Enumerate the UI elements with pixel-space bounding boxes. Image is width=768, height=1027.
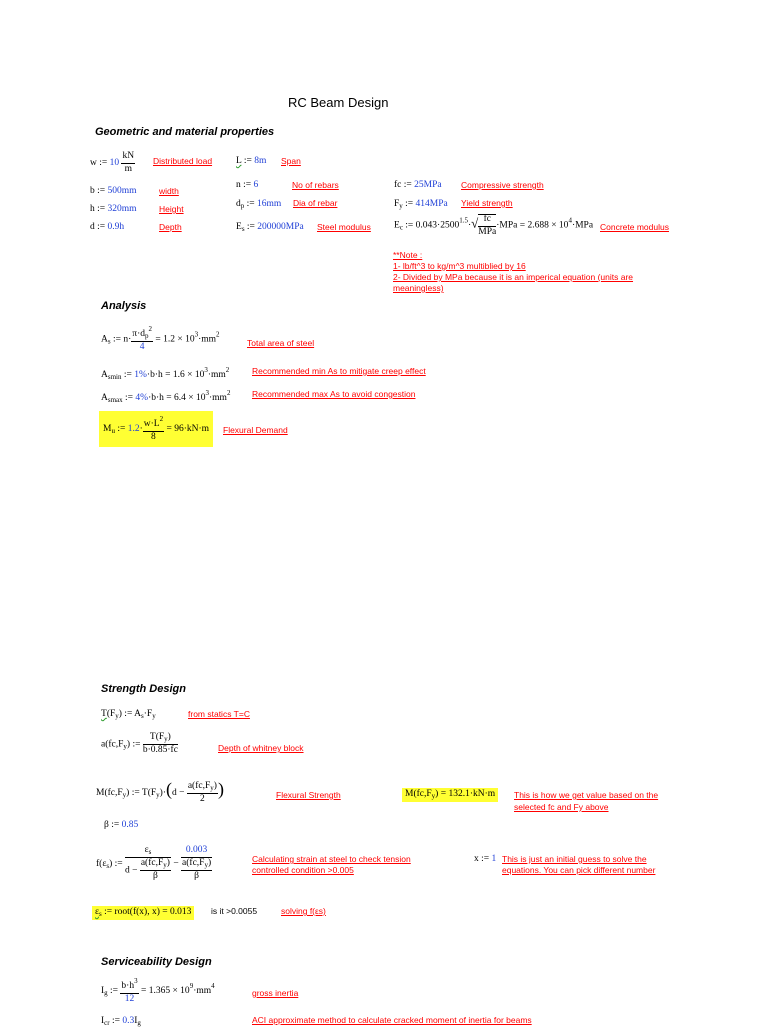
eq-concrete-modulus: $E_c$ := $0.043\cdot 2500^{1.5}\cdot√$ $\frac{fc}{\text{MPa}}$ $\cdot MPa = 2.688 \times 10^4\cdot MPa$ bbox=[394, 214, 594, 237]
ig-exp: 9 bbox=[189, 982, 194, 991]
eq-cracked-inertia: $I_{cr}$ := $0.3I_g$ bbox=[101, 1016, 141, 1027]
eq-fy: $F_y$ := 414MPa bbox=[394, 199, 448, 210]
note-from-statics: from statics T=C bbox=[188, 709, 250, 719]
note-gross-inertia: gross inertia bbox=[252, 988, 299, 998]
note-depth: Depth bbox=[159, 222, 182, 232]
eq-distributed-load: w := 10 $\frac{kN}{m}$ bbox=[90, 151, 135, 174]
note-line-1: 1- lb/ft^3 to kg/m^3 multiblied by 16 bbox=[393, 261, 526, 271]
note-width: width bbox=[159, 186, 179, 196]
x-value: 1 bbox=[491, 854, 497, 864]
eq-no-of-rebars: n := 6 bbox=[236, 180, 259, 190]
note-value-1: This is how we get value based on the bbox=[514, 790, 659, 800]
ec-exp10: 4 bbox=[568, 216, 572, 225]
eq-as-min: $A_{smin}$ := $1\%\cdot b\cdot h = 1.6 \times 10^3\cdot mm^2$ bbox=[101, 366, 230, 381]
beta-value: 0.85 bbox=[121, 820, 139, 830]
section-analysis: Analysis bbox=[101, 300, 147, 312]
as-result: 1.2 bbox=[163, 334, 175, 345]
mu-result: 96 bbox=[174, 424, 184, 435]
note-aci: ACI approximate method to calculate cracked moment of inertia for beams bbox=[252, 1015, 532, 1025]
note-whitney: Depth of whitney block bbox=[218, 743, 304, 753]
n-value: 6 bbox=[253, 180, 259, 190]
note-strain-2: controlled condition >0.005 bbox=[252, 865, 354, 875]
note-strain-1: Calculating strain at steel to check tension bbox=[252, 854, 411, 864]
note-height: Height bbox=[159, 204, 184, 214]
eq-span: L := 8m bbox=[236, 156, 267, 166]
eq-beta: β := 0.85 bbox=[104, 820, 139, 830]
note-compressive-strength: Compressive strength bbox=[461, 180, 544, 190]
asmax-result: 6.4 bbox=[174, 393, 186, 403]
eq-as-max: $A_{smax}$ := $4\%\cdot b\cdot h = 6.4 \times 10^3\cdot mm^2$ bbox=[101, 389, 231, 404]
asmax-pct: 4% bbox=[135, 393, 149, 403]
note-solving: solving f(εs) bbox=[281, 906, 326, 916]
eps-result: 0.013 bbox=[169, 907, 192, 917]
note-line-2a: 2- Divided by MPa because it is an imperical equation (units are bbox=[393, 272, 634, 282]
ec-coef: 0.043·2500 bbox=[415, 220, 460, 231]
note-line-2b: meaningless) bbox=[393, 283, 444, 293]
eq-tension: $T(F_y)$ := $A_s\cdot F_y$ bbox=[101, 709, 156, 720]
section-geometric: Geometric and material properties bbox=[95, 126, 275, 138]
section-serviceability: Serviceability Design bbox=[101, 956, 212, 968]
w-unit-num: kN bbox=[121, 152, 135, 164]
eq-flexural-strength: $M(fc,F_y)$ := $T(F_y)\cdot(d$ − $\frac{a(fc,F_y)}{2}$ ) bbox=[96, 779, 224, 804]
ec-exp: 1.5 bbox=[459, 216, 468, 225]
note-dia-of-rebar: Dia of rebar bbox=[293, 198, 338, 208]
note-flexural-strength: Flexural Strength bbox=[276, 790, 341, 800]
eq-flexural-demand: $M_u$ := 1.2· $\frac{w\cdot L^2}{8}$ = 96·kN·m bbox=[99, 411, 213, 447]
es-value: 200000MPa bbox=[257, 222, 304, 232]
icr-coef: 0.3 bbox=[122, 1016, 135, 1026]
eq-total-area-steel: $A_s$ := n· $\frac{\pi\cdot d_p^2}{4}$ = $1.2 \times 10^3\cdot mm^2$ bbox=[101, 325, 220, 352]
asmin-exp: 3 bbox=[204, 366, 208, 374]
note-no-of-rebars: No of rebars bbox=[292, 180, 339, 190]
asmin-pct: 1% bbox=[134, 370, 147, 380]
note-guess-2: equations. You can pick different number bbox=[502, 865, 656, 875]
eq-dia-of-rebar: $d_p$ := 16mm bbox=[236, 199, 282, 210]
eq-depth: d := 0.9h bbox=[90, 222, 125, 232]
asmax-exp: 3 bbox=[205, 389, 209, 397]
L-value: 8m bbox=[254, 156, 267, 166]
note-steel-modulus: Steel modulus bbox=[317, 222, 371, 232]
eq-steel-modulus: $E_s$ := 200000MPa bbox=[236, 222, 304, 233]
note-yield-strength: Yield strength bbox=[461, 198, 513, 208]
eq-flexural-strength-value: $M(fc,F_y) = 132.1\cdot kN\cdot m$ bbox=[402, 788, 498, 802]
h-value: 320mm bbox=[107, 204, 137, 214]
mu-coef: 1.2 bbox=[127, 424, 140, 435]
note-rec-min: Recommended min As to mitigate creep effect bbox=[252, 366, 426, 376]
f-const: 0.003 bbox=[181, 846, 212, 858]
fy-value: 414MPa bbox=[415, 199, 448, 209]
note-is-it: is it >0.0055 bbox=[211, 906, 258, 916]
w-unit-den: m bbox=[124, 163, 132, 174]
asmin-result: 1.6 bbox=[172, 370, 185, 380]
eq-initial-guess: x := 1 bbox=[474, 854, 497, 864]
note-span: Span bbox=[281, 156, 301, 166]
d-value: 0.9h bbox=[107, 222, 125, 232]
note-total-area: Total area of steel bbox=[247, 338, 315, 348]
page-title: RC Beam Design bbox=[288, 95, 389, 110]
note-rec-max: Recommended max As to avoid congestion bbox=[252, 389, 416, 399]
eq-fc: fc := 25MPa bbox=[394, 180, 442, 190]
note-head: **Note : bbox=[393, 250, 423, 260]
eq-height: h := 320mm bbox=[90, 204, 137, 214]
section-strength: Strength Design bbox=[101, 683, 186, 695]
eq-whitney-block: $a(fc,F_y)$ := $\frac{T(F_y)}{b\cdot 0.85\cdot fc}$ bbox=[101, 732, 178, 755]
eq-strain-function: $f(\varepsilon_s)$ := $\varepsilon_s$ d − $\frac{a(fc,F_y)}{\beta}$ − $\frac{0.003}{\frac{a(fc,F_y)}{\beta}}$ bbox=[96, 845, 212, 881]
m-result: 132.1 bbox=[448, 789, 470, 799]
note-value-2: selected fc and Fy above bbox=[514, 802, 609, 812]
b-value: 500mm bbox=[107, 186, 137, 196]
note-concrete-modulus: Concrete modulus bbox=[600, 222, 669, 232]
note-distributed-load: Distributed load bbox=[153, 156, 213, 166]
eq-strain-root: $\varepsilon_s$ := root(f(x), x) = 0.013 bbox=[92, 906, 194, 920]
as-exp: 3 bbox=[194, 330, 199, 339]
ig-result: 1.365 bbox=[148, 986, 171, 997]
ec-result: 2.688 bbox=[527, 220, 549, 231]
dp-value: 16mm bbox=[257, 199, 282, 209]
note-flexural-demand: Flexural Demand bbox=[223, 425, 288, 435]
fc-value: 25MPa bbox=[414, 180, 442, 190]
note-guess-1: This is just an initial guess to solve the bbox=[502, 854, 647, 864]
w-value: 10 bbox=[109, 158, 120, 169]
eq-gross-inertia: $I_g$ := $\frac{b\cdot h^3}{12}$ = $1.365 \times 10^9\cdot mm^4$ bbox=[101, 977, 215, 1004]
eq-width: b := 500mm bbox=[90, 186, 137, 196]
